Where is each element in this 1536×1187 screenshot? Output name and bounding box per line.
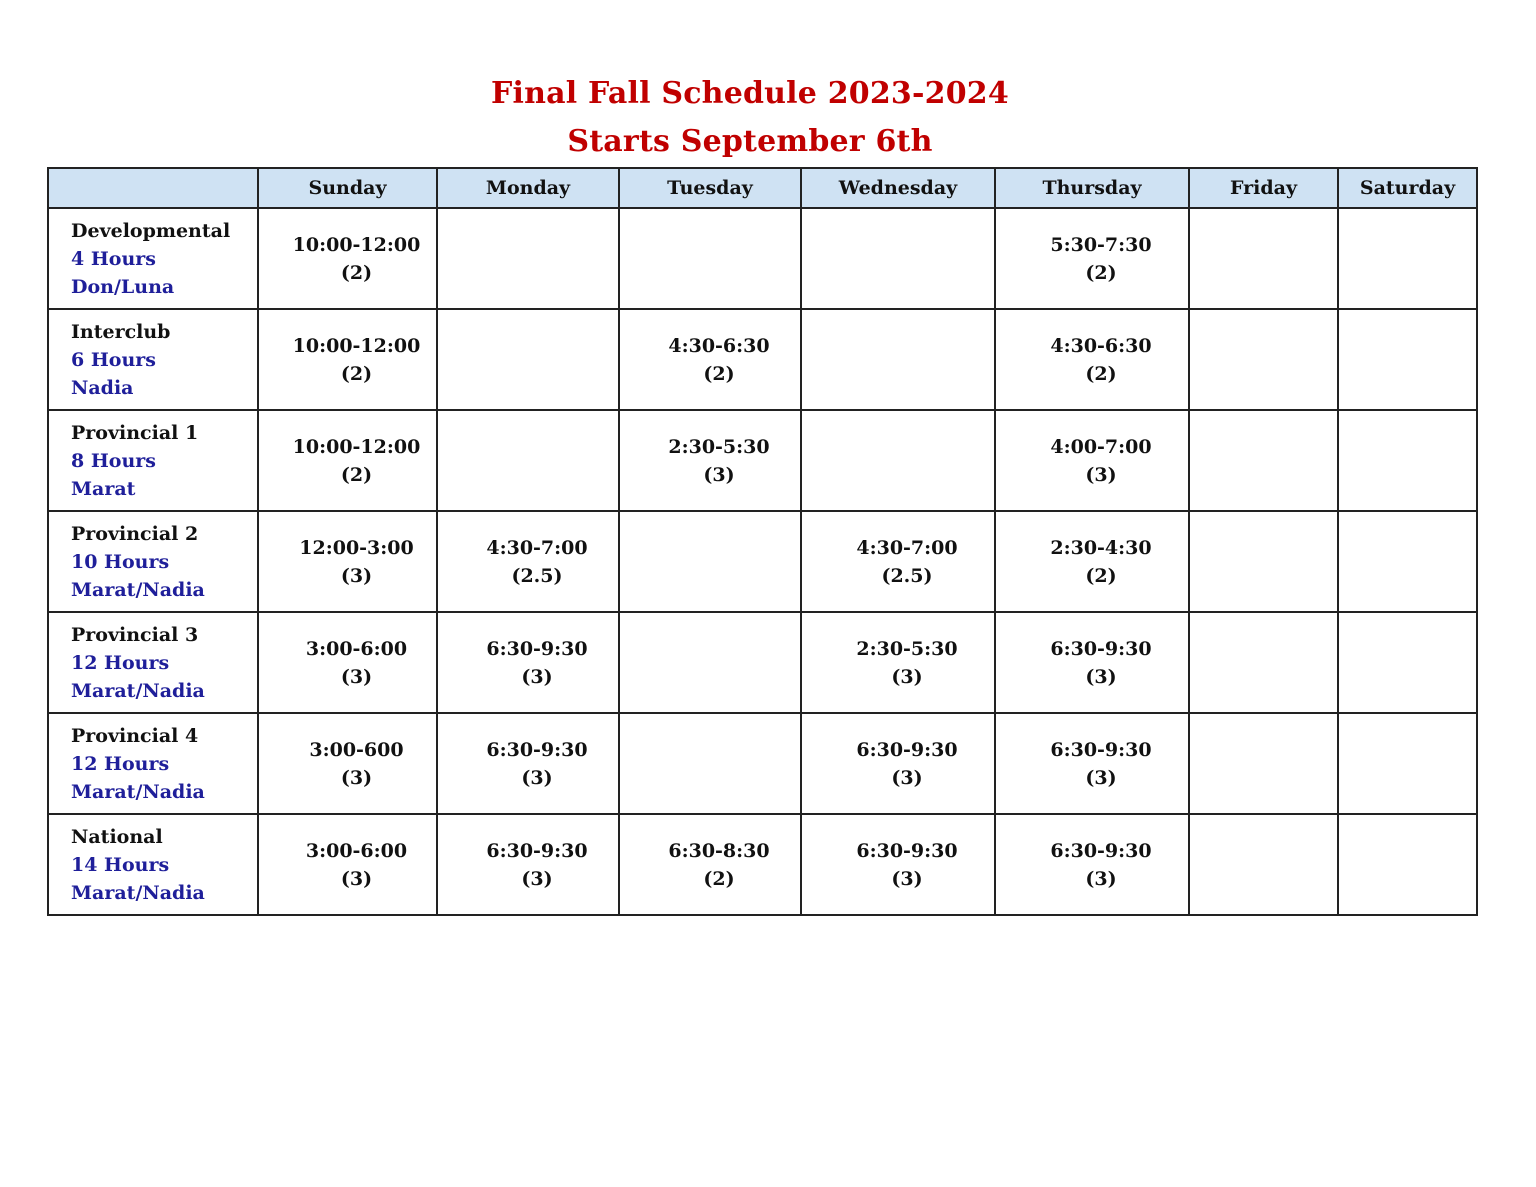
slot-cell-wednesday: [801, 309, 995, 410]
slot-cell-monday: [437, 511, 619, 612]
schedule-body: [48, 208, 1477, 915]
slot-cell-friday: [1189, 814, 1338, 915]
slot-cell-thursday: [995, 511, 1189, 612]
slot-cell-sunday: [258, 612, 437, 713]
group-hours: 14 Hours: [71, 853, 170, 876]
slot-cell-friday: [1189, 713, 1338, 814]
slot-duration: (2): [340, 463, 373, 486]
slot-cell-sunday: [258, 511, 437, 612]
slot-cell-sunday: [258, 309, 437, 410]
slot-cell-wednesday: [801, 713, 995, 814]
group-coach: Marat/Nadia: [71, 578, 205, 601]
slot-duration: (3): [521, 665, 553, 688]
slot-cell-wednesday: [801, 612, 995, 713]
group-name: Developmental: [71, 219, 231, 242]
table-row: [48, 814, 1477, 915]
slot-cell-monday: [437, 814, 619, 915]
group-hours: 12 Hours: [71, 651, 170, 674]
slot-duration: (2.5): [511, 564, 563, 587]
slot-cell-saturday: [1338, 511, 1477, 612]
slot-time: 4:00-7:00: [1050, 435, 1152, 458]
slot-duration: (3): [1085, 766, 1117, 789]
group-hours: 10 Hours: [71, 550, 170, 573]
slot-time: 10:00-12:00: [292, 435, 421, 458]
slot-duration: (2): [1085, 261, 1117, 284]
slot-cell-saturday: [1338, 814, 1477, 915]
slot-time: 2:30-4:30: [1050, 536, 1152, 559]
slot-cell-saturday: [1338, 612, 1477, 713]
slot-cell-saturday: [1338, 410, 1477, 511]
slot-duration: (3): [891, 766, 923, 789]
slot-duration: (2): [340, 362, 373, 385]
slot-cell-tuesday: [619, 713, 801, 814]
slot-time: 4:30-6:30: [1050, 334, 1152, 357]
group-cell: [48, 814, 258, 915]
table-row: [48, 612, 1477, 713]
slot-time: 6:30-9:30: [1050, 839, 1152, 862]
slot-duration: (3): [891, 665, 923, 688]
slot-cell-tuesday: [619, 309, 801, 410]
slot-cell-sunday: [258, 410, 437, 511]
slot-duration: (3): [340, 665, 373, 688]
slot-cell-wednesday: [801, 511, 995, 612]
slot-duration: (3): [1085, 867, 1117, 890]
slot-duration: (3): [521, 766, 553, 789]
group-name: Provincial 1: [71, 421, 199, 444]
header-thursday: Thursday: [995, 168, 1189, 208]
group-coach: Don/Luna: [71, 275, 175, 298]
slot-duration: (3): [891, 867, 923, 890]
slot-cell-thursday: [995, 814, 1189, 915]
slot-duration: (3): [521, 867, 553, 890]
slot-duration: (3): [340, 766, 373, 789]
group-coach: Marat/Nadia: [71, 881, 205, 904]
group-name: Provincial 3: [71, 623, 199, 646]
group-hours: 8 Hours: [71, 449, 156, 472]
table-row: [48, 713, 1477, 814]
slot-cell-monday: [437, 309, 619, 410]
slot-cell-tuesday: [619, 511, 801, 612]
group-name: Interclub: [71, 320, 171, 343]
title-line-2: Starts September 6th: [567, 124, 933, 159]
slot-cell-thursday: [995, 612, 1189, 713]
slot-cell-sunday: [258, 208, 437, 309]
slot-time: 2:30-5:30: [668, 435, 770, 458]
slot-time: 12:00-3:00: [299, 536, 414, 559]
slot-cell-tuesday: [619, 208, 801, 309]
slot-cell-saturday: [1338, 208, 1477, 309]
slot-duration: (3): [1085, 463, 1117, 486]
slot-time: 10:00-12:00: [292, 334, 421, 357]
header-corner: [48, 168, 258, 208]
header-saturday: Saturday: [1338, 168, 1477, 208]
slot-cell-wednesday: [801, 814, 995, 915]
slot-time: 4:30-6:30: [668, 334, 770, 357]
slot-cell-thursday: [995, 713, 1189, 814]
slot-cell-friday: [1189, 208, 1338, 309]
slot-duration: (2): [703, 362, 735, 385]
slot-time: 6:30-9:30: [486, 839, 588, 862]
schedule-table: [47, 167, 1478, 916]
header-tuesday: Tuesday: [619, 168, 801, 208]
slot-time: 3:00-6:00: [305, 637, 408, 660]
slot-cell-tuesday: [619, 612, 801, 713]
slot-cell-sunday: [258, 814, 437, 915]
group-coach: Marat: [71, 477, 136, 500]
slot-time: 4:30-7:00: [856, 536, 958, 559]
group-name: Provincial 4: [71, 724, 199, 747]
slot-time: 6:30-9:30: [1050, 637, 1152, 660]
table-row: [48, 309, 1477, 410]
slot-time: 6:30-9:30: [856, 738, 958, 761]
slot-duration: (2): [1085, 564, 1117, 587]
slot-cell-monday: [437, 713, 619, 814]
slot-cell-thursday: [995, 208, 1189, 309]
slot-cell-saturday: [1338, 713, 1477, 814]
slot-cell-friday: [1189, 612, 1338, 713]
slot-cell-sunday: [258, 713, 437, 814]
slot-time: 5:30-7:30: [1050, 233, 1152, 256]
table-row: [48, 208, 1477, 309]
slot-cell-tuesday: [619, 814, 801, 915]
slot-duration: (3): [703, 463, 735, 486]
slot-cell-saturday: [1338, 309, 1477, 410]
group-hours: 12 Hours: [71, 752, 170, 775]
header-wednesday: Wednesday: [801, 168, 995, 208]
group-cell: [48, 208, 258, 309]
slot-time: 3:00-600: [309, 738, 404, 761]
group-coach: Nadia: [71, 376, 134, 399]
slot-cell-friday: [1189, 511, 1338, 612]
table-row: [48, 410, 1477, 511]
slot-duration: (3): [1085, 665, 1117, 688]
header-sunday: Sunday: [258, 168, 437, 208]
group-coach: Marat/Nadia: [71, 780, 205, 803]
slot-cell-monday: [437, 208, 619, 309]
slot-time: 6:30-8:30: [668, 839, 770, 862]
group-coach: Marat/Nadia: [71, 679, 205, 702]
header-friday: Friday: [1189, 168, 1338, 208]
slot-cell-friday: [1189, 309, 1338, 410]
group-name: National: [71, 825, 163, 848]
group-cell: [48, 612, 258, 713]
header-monday: Monday: [437, 168, 619, 208]
slot-cell-friday: [1189, 410, 1338, 511]
slot-time: 2:30-5:30: [856, 637, 958, 660]
slot-duration: (2): [340, 261, 373, 284]
slot-time: 6:30-9:30: [486, 738, 588, 761]
slot-time: 6:30-9:30: [856, 839, 958, 862]
table-row: [48, 511, 1477, 612]
slot-time: 3:00-6:00: [305, 839, 408, 862]
slot-duration: (3): [340, 564, 373, 587]
slot-cell-tuesday: [619, 410, 801, 511]
group-cell: [48, 309, 258, 410]
slot-cell-wednesday: [801, 410, 995, 511]
slot-duration: (2): [1085, 362, 1117, 385]
slot-cell-thursday: [995, 309, 1189, 410]
slot-time: 10:00-12:00: [292, 233, 421, 256]
slot-duration: (3): [340, 867, 373, 890]
group-cell: [48, 713, 258, 814]
document-title: [0, 70, 1500, 166]
slot-duration: (2.5): [881, 564, 933, 587]
slot-time: 6:30-9:30: [486, 637, 588, 660]
slot-cell-thursday: [995, 410, 1189, 511]
title-line-1: Final Fall Schedule 2023-2024: [491, 76, 1009, 111]
slot-time: 6:30-9:30: [1050, 738, 1152, 761]
slot-cell-monday: [437, 612, 619, 713]
slot-cell-monday: [437, 410, 619, 511]
group-hours: 6 Hours: [71, 348, 156, 371]
slot-cell-wednesday: [801, 208, 995, 309]
group-cell: [48, 511, 258, 612]
slot-time: 4:30-7:00: [486, 536, 588, 559]
group-name: Provincial 2: [71, 522, 199, 545]
header-row: [48, 168, 1477, 208]
group-hours: 4 Hours: [71, 247, 156, 270]
group-cell: [48, 410, 258, 511]
slot-duration: (2): [703, 867, 735, 890]
